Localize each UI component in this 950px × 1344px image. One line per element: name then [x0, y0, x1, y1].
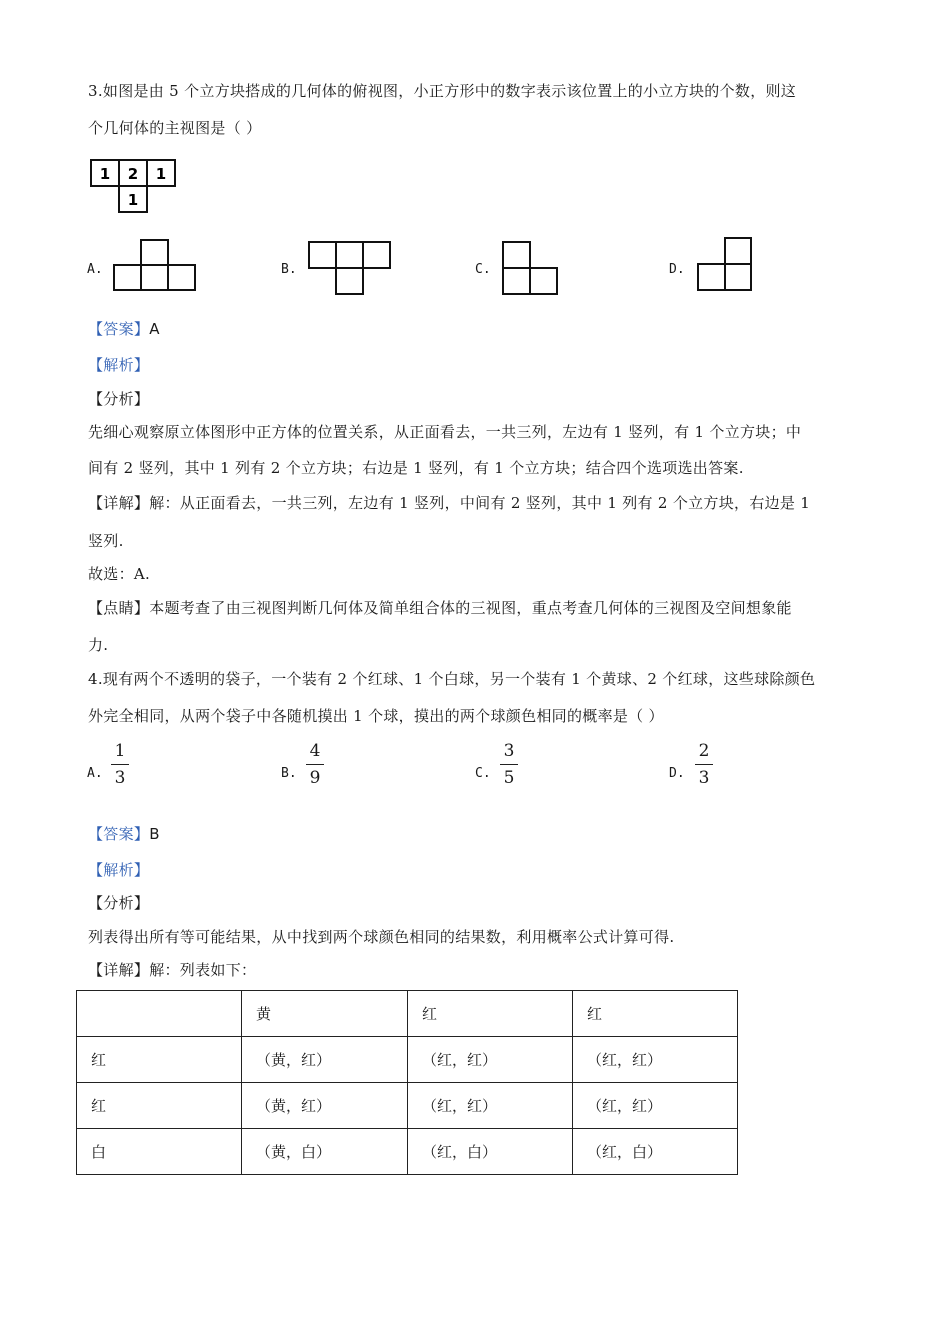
table-cell: （红，红） — [573, 1083, 738, 1129]
q3-option-a-label[interactable]: A. — [87, 262, 103, 277]
q3-option-d-figure[interactable] — [696, 236, 756, 298]
fraction-numerator: 4 — [309, 741, 321, 761]
table-row — [77, 1037, 738, 1083]
table-cell: 白 — [77, 1129, 242, 1175]
q3-answer — [88, 318, 160, 339]
table-cell: （红，白） — [573, 1129, 738, 1175]
fraction-bar — [695, 764, 713, 765]
q4-option-a-fraction[interactable] — [110, 740, 130, 789]
answer-tag: 【答案】 — [88, 320, 150, 338]
top-view-number: 2 — [127, 165, 139, 183]
q3-comment-line2: 力. — [88, 636, 109, 654]
top-view-number: 1 — [99, 165, 111, 183]
top-view-number: 1 — [155, 165, 167, 183]
fraction-numerator: 2 — [698, 741, 710, 761]
table-cell: （红，红） — [408, 1037, 573, 1083]
q4-fenxi-tag: 【分析】 — [88, 894, 150, 912]
fraction-denominator: 5 — [503, 768, 515, 788]
q3-analysis-line2: 间有 2 竖列，其中 1 列有 2 个立方块；右边是 1 竖列，有 1 个立方块；结合四个选项选出答案. — [88, 459, 744, 477]
fraction-bar — [111, 764, 129, 765]
table-cell: （红，白） — [408, 1129, 573, 1175]
q3-option-c-label[interactable]: C. — [475, 262, 491, 277]
q3-option-c-figure[interactable] — [501, 240, 561, 302]
q3-option-d-label[interactable]: D. — [669, 262, 685, 277]
q4-option-c-fraction[interactable] — [499, 740, 519, 789]
fraction-denominator: 3 — [114, 768, 126, 788]
table-header-row — [77, 991, 738, 1037]
table-cell: 红 — [77, 1083, 242, 1129]
q4-option-b-label[interactable]: B. — [281, 766, 297, 781]
q3-detail-line2: 竖列. — [88, 532, 124, 550]
answer-value: A — [149, 320, 160, 338]
table-header-cell: 红 — [573, 991, 738, 1037]
answer-tag: 【答案】 — [88, 825, 150, 843]
q3-option-b-figure[interactable] — [307, 240, 393, 302]
q4-question-line2: 外完全相同，从两个袋子中各随机摸出 1 个球，摸出的两个球颜色相同的概率是（ ） — [88, 707, 664, 725]
q4-question-line1: 4.现有两个不透明的袋子，一个装有 2 个红球、1 个白球，另一个装有 1 个黄球、2 个红球，这些球除颜色 — [88, 670, 816, 688]
q4-option-a-label[interactable]: A. — [87, 766, 103, 781]
table-cell: （红，红） — [573, 1037, 738, 1083]
q3-top-view-figure — [89, 158, 181, 220]
fraction-denominator: 9 — [309, 768, 321, 788]
q4-option-b-fraction[interactable] — [305, 740, 325, 789]
table-row — [77, 1129, 738, 1175]
q4-detail-line1: 【详解】解：列表如下： — [88, 961, 257, 979]
q3-option-b-label[interactable]: B. — [281, 262, 297, 277]
q3-detail-line1: 【详解】解：从正面看去，一共三列，左边有 1 竖列，中间有 2 竖列，其中 1 列有 2 个立方块，右边是 1 — [88, 494, 811, 512]
q3-option-a-figure[interactable] — [112, 238, 198, 298]
table-row — [77, 1083, 738, 1129]
q4-jiexi-tag: 【解析】 — [88, 861, 150, 879]
q3-choice: 故选：A. — [88, 565, 151, 583]
q4-answer — [88, 823, 160, 844]
q3-jiexi-tag: 【解析】 — [88, 356, 150, 374]
table-cell: （红，红） — [408, 1083, 573, 1129]
table-cell: （黄，白） — [242, 1129, 408, 1175]
fraction-bar — [500, 764, 518, 765]
q3-question-line2: 个几何体的主视图是（ ） — [88, 119, 262, 137]
q4-analysis-line1: 列表得出所有等可能结果，从中找到两个球颜色相同的结果数，利用概率公式计算可得. — [88, 928, 675, 946]
q4-option-d-label[interactable]: D. — [669, 766, 685, 781]
fraction-denominator: 3 — [698, 768, 710, 788]
q3-comment-line1: 【点睛】本题考查了由三视图判断几何体及简单组合体的三视图，重点考查几何体的三视图及空间想象能 — [88, 599, 792, 617]
fraction-numerator: 1 — [114, 741, 126, 761]
q3-question-line1: 3.如图是由 5 个立方块搭成的几何体的俯视图，小正方形中的数字表示该位置上的小立方块的个数，则这 — [88, 82, 797, 100]
fraction-bar — [306, 764, 324, 765]
q4-option-c-label[interactable]: C. — [475, 766, 491, 781]
probability-table — [76, 990, 738, 1175]
q3-fenxi-tag: 【分析】 — [88, 390, 150, 408]
table-header-cell — [77, 991, 242, 1037]
q4-option-d-fraction[interactable] — [694, 740, 714, 789]
top-view-number: 1 — [127, 191, 139, 209]
fraction-numerator: 3 — [503, 741, 515, 761]
table-header-cell: 红 — [408, 991, 573, 1037]
table-header-cell: 黄 — [242, 991, 408, 1037]
table-cell: （黄，红） — [242, 1083, 408, 1129]
table-cell: （黄，红） — [242, 1037, 408, 1083]
answer-value: B — [149, 825, 160, 843]
table-cell: 红 — [77, 1037, 242, 1083]
q3-analysis-line1: 先细心观察原立体图形中正方体的位置关系，从正面看去，一共三列，左边有 1 竖列，有 1 个立方块；中 — [88, 423, 802, 441]
